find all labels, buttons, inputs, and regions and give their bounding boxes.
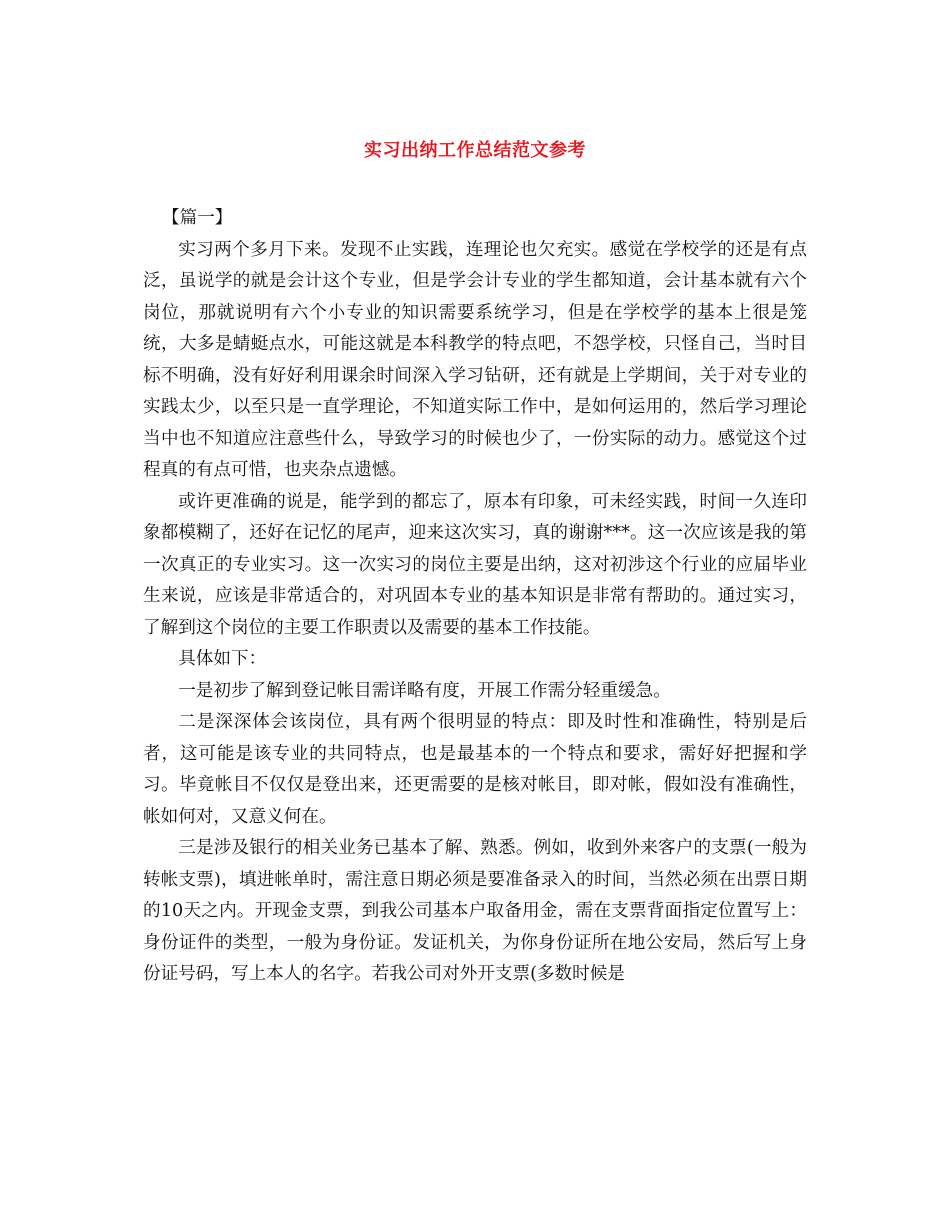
document-title: 实习出纳工作总结范文参考 <box>364 140 586 161</box>
paragraph-2: 或许更准确的说是，能学到的都忘了，原本有印象，可未经实践，时间一久连印象都模糊了，还好在记忆的尾声，迎来这次实习，真的谢谢***。这一次应该是我的第一次真正的专业实习。这一次实习的岗位主要是出纳，这对初涉这个行业的应届毕业生来说，应该是非常适合的，对巩固本专业的基本知识是非常有帮助的。通过实习，了解到这个岗位的主要工作职责以及需要的基本工作技能。 <box>143 491 807 638</box>
paragraph-5: 二是深深体会该岗位，具有两个很明显的特点：即及时性和准确性，特别是后者，这可能是该专业的共同特点，也是最基本的一个特点和要求，需好好把握和学习。毕竟帐目不仅仅是登出来，还更需要的是核对帐目，即对帐，假如没有准确性，帐如何对，又意义何在。 <box>143 712 807 827</box>
paragraph-6: 三是涉及银行的相关业务已基本了解、熟悉。例如，收到外来客户的支票(一般为转帐支票)，填进帐单时，需注意日期必须是要准备录入的时间，当然必须在出票日期的10天之内。开现金支票，到我公司基本户取备用金，需在支票背面指定位置写上：身份证件的类型，一般为身份证。发证机关，为你身份证所在地公安局，然后写上身份证号码，写上本人的名字。若我公司对外开支票(多数时候是 <box>143 838 807 984</box>
document-body <box>143 203 807 991</box>
section-label: 【篇一】 <box>162 208 233 228</box>
paragraph-4: 一是初步了解到登记帐目需详略有度，开展工作需分轻重缓急。 <box>178 680 671 701</box>
paragraph-1: 实习两个多月下来。发现不止实践，连理论也欠充实。感觉在学校学的还是有点泛，虽说学的就是会计这个专业，但是学会计专业的学生都知道，会计基本就有六个岗位，那就说明有六个小专业的知识需要系统学习，但是在学校学的基本上很是笼统，大多是蜻蜓点水，可能这就是本科教学的特点吧，不怨学校，只怪自己，当时目标不明确，没有好好利用课余时间深入学习钻研，还有就是上学期间，关于对专业的实践太少，以至只是一直学理论，不知道实际工作中，是如何运用的，然后学习理论当中也不知道应注意些什么，导致学习的时候也少了，一份实际的动力。感觉这个过程真的有点可惜，也夹杂点遗憾。 <box>143 239 807 480</box>
paragraph-3: 具体如下： <box>178 649 267 669</box>
